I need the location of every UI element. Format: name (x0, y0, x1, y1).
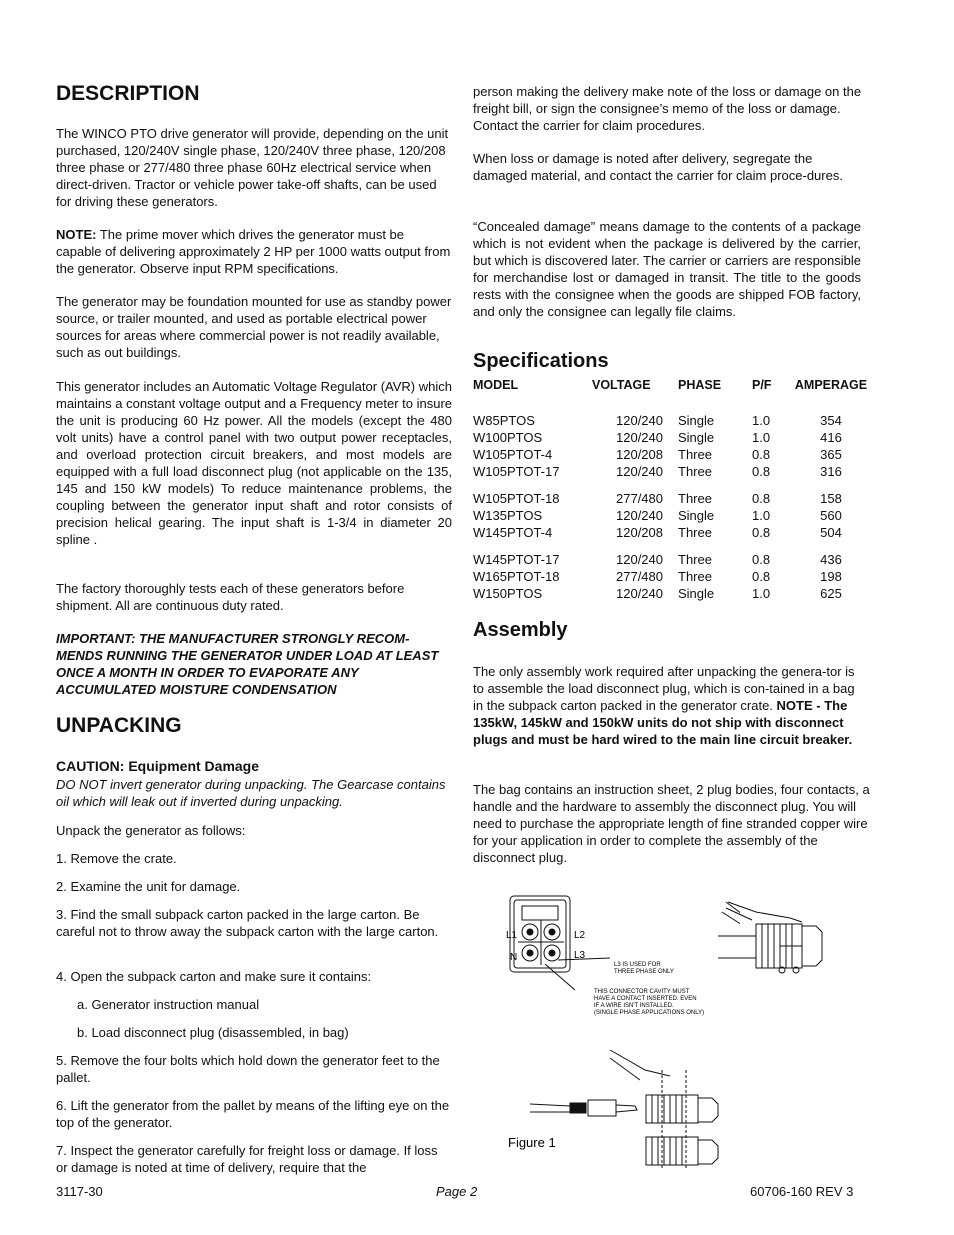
table-cell: Three (678, 552, 712, 567)
table-cell: 120/208 (616, 525, 663, 540)
note-paragraph (56, 226, 452, 277)
table-cell: Three (678, 491, 712, 506)
table-cell: W150PTOS (473, 586, 543, 601)
table-cell: 316 (820, 464, 842, 479)
figure-note-l3-line-1: L3 IS USED FOR (614, 962, 661, 968)
footer-page-number: Page 2 (436, 1184, 478, 1199)
assembly-paragraph-1 (473, 663, 865, 748)
plug-face-diagram (510, 896, 610, 990)
description-heading: DESCRIPTION (56, 82, 200, 105)
table-cell: 277/480 (616, 569, 663, 584)
step-6: 6. Lift the generator from the pallet by means of the lifting eye on the top of the generator. (56, 1098, 450, 1130)
caution-text: DO NOT invert generator during unpacking. The Gearcase contains oil which will leak out if inverted during unpacking. (56, 777, 446, 809)
table-cell: Single (678, 413, 715, 428)
figure-note-l3-line-2: THREE PHASE ONLY (614, 969, 674, 975)
table-cell: W105PTOT-4 (473, 447, 553, 462)
figure-note-cavity-line-4: (SINGLE PHASE APPLICATIONS ONLY) (594, 1010, 705, 1016)
table-cell: 1.0 (752, 508, 771, 523)
description-paragraph-1: The WINCO PTO drive generator will provide, depending on the unit purchased, 120/240V single phase, 120/240V three phase, 120/208 three phase or 277/480 three phase 60Hz electrical service when direct-driven. Tractor or vehicle power take-off shafts, can be used for driving these generators. (56, 126, 449, 209)
table-cell: Single (678, 508, 715, 523)
table-cell: 365 (820, 447, 842, 462)
assembly-paragraph-2: The bag contains an instruction sheet, 2 plug bodies, four contacts, a handle and the hardware to assembly the disconnect plug. You will need to purchase the appropriate length of fine stranded copper wire for your application in order to complete the assembly of the disconnect plug. (473, 782, 870, 865)
table-cell: 120/240 (616, 508, 663, 523)
label-n: N (510, 952, 518, 963)
table-cell: W145PTOT-17 (473, 552, 560, 567)
table-cell: 436 (820, 552, 842, 567)
table-cell: 120/240 (616, 586, 663, 601)
table-cell: 120/240 (616, 413, 663, 428)
step-4a: a. Generator instruction manual (77, 997, 260, 1012)
table-cell: Single (678, 586, 715, 601)
assembly-heading: Assembly (473, 619, 568, 641)
table-cell: 560 (820, 508, 842, 523)
figure-note-cavity-line-3: IF A WIRE ISN'T INSTALLED. (594, 1003, 674, 1009)
unpacking-heading: UNPACKING (56, 714, 182, 737)
table-cell: 416 (820, 430, 842, 445)
note-label: NOTE: (56, 227, 97, 242)
step-1: 1. Remove the crate. (56, 851, 177, 866)
step-2: 2. Examine the unit for damage. (56, 879, 241, 894)
spec-header-pf: P/F (752, 378, 772, 392)
spec-header-amperage: AMPERAGE (794, 378, 868, 392)
plug-side-view-figure (716, 896, 840, 976)
table-row (473, 429, 870, 446)
concealed-damage-paragraph: “Concealed damage” means damage to the contents of a package which is not evident when the package is delivered by the carrier, but which is discovered later. The carrier or carriers are responsible for merchandise lost or damaged in transit. The title to the goods rests with the consignee when the goods are shipped FOB factory, and only the consignee can legally file claims. (473, 219, 861, 319)
unpack-intro: Unpack the generator as follows: (56, 823, 246, 838)
description-paragraph-5: The factory thoroughly tests each of these generators before shipment. All are continuous duty rated. (56, 581, 405, 613)
table-cell: Three (678, 569, 712, 584)
footer-doc-number: 3117-30 (56, 1184, 103, 1199)
table-cell: Three (678, 464, 712, 479)
label-l2: L2 (574, 930, 586, 941)
disconnect-plug-figure (500, 890, 740, 1170)
table-cell: 120/240 (616, 464, 663, 479)
label-l3: L3 (574, 950, 586, 961)
table-cell: 0.8 (752, 552, 771, 567)
table-cell: 120/240 (616, 430, 663, 445)
table-cell: 198 (820, 569, 842, 584)
table-row (473, 490, 870, 507)
table-row (473, 585, 870, 602)
table-cell: W105PTOT-18 (473, 491, 560, 506)
table-cell: 1.0 (752, 586, 771, 601)
table-cell: W105PTOT-17 (473, 464, 560, 479)
continued-paragraph-1: person making the delivery make note of the loss or damage on the freight bill, or sign the consignee’s memo of the loss or damage. Contact the carrier for claim procedures. (473, 84, 862, 133)
label-l1: L1 (506, 930, 518, 941)
description-paragraph-3: The generator may be foundation mounted for use as standby power source, or trailer mounted, and used as portable electrical power sources for areas where commercial power is not readily available, such as out buildings. (56, 294, 452, 360)
table-row (473, 412, 870, 429)
table-cell: 158 (820, 491, 842, 506)
figure-note-cavity-line-2: HAVE A CONTACT INSERTED. EVEN (594, 996, 697, 1002)
table-cell: 625 (820, 586, 842, 601)
table-cell: Single (678, 430, 715, 445)
step-7: 7. Inspect the generator carefully for freight loss or damage. If loss or damage is noted at time of delivery, require that the (56, 1143, 438, 1175)
table-cell: W85PTOS (473, 413, 535, 428)
table-cell: W100PTOS (473, 430, 543, 445)
step-4b: b. Load disconnect plug (disassembled, in bag) (77, 1025, 349, 1040)
table-row (473, 568, 870, 585)
table-row (473, 524, 870, 541)
table-row (473, 551, 870, 568)
table-row (473, 463, 870, 480)
plug-assembly-diagram (530, 1050, 718, 1168)
spec-header-model: MODEL (473, 378, 519, 392)
table-cell: 120/240 (616, 552, 663, 567)
table-row (473, 446, 870, 463)
table-cell: 0.8 (752, 525, 771, 540)
step-5: 5. Remove the four bolts which hold down the generator feet to the pallet. (56, 1053, 440, 1085)
assembly-text: The only assembly work required after unpacking the genera-tor is to assemble the load disconnect plug, which is con-tained in a bag in the subpack carton packed in the generator crate. (473, 664, 855, 713)
table-cell: 277/480 (616, 491, 663, 506)
spec-header-phase: PHASE (678, 378, 722, 392)
table-cell: 120/208 (616, 447, 663, 462)
description-paragraph-4: This generator includes an Automatic Voltage Regulator (AVR) which maintains a constant voltage output and a Frequency meter to insure the unit is producing 60 Hz power. All the models (except the 480 volt units) have a control panel with two output power receptacles, and overload protection circuit breakers, and most models are equipped with a full load disconnect plug (not applicable on the 135, 145 and 150 kW models) To reduce maintenance problems, the coupling between the generator input shaft and rotor consists of precision helical gearing. The input shaft is 1-3/4 in diameter 20 spline . (56, 379, 453, 547)
table-cell: W135PTOS (473, 508, 543, 523)
table-cell: Three (678, 447, 712, 462)
specifications-table (473, 377, 870, 602)
table-cell: 1.0 (752, 430, 771, 445)
table-cell: Three (678, 525, 712, 540)
step-4: 4. Open the subpack carton and make sure it contains: (56, 969, 372, 984)
figure-caption: Figure 1 (508, 1135, 556, 1150)
figure-note-cavity-line-1: THIS CONNECTOR CAVITY MUST (594, 989, 690, 995)
table-cell: W165PTOT-18 (473, 569, 560, 584)
table-cell: 0.8 (752, 447, 771, 462)
table-cell: 504 (820, 525, 842, 540)
footer-revision: 60706-160 REV 3 (750, 1184, 854, 1199)
specifications-heading: Specifications (473, 350, 609, 372)
spec-header-row (473, 377, 870, 394)
table-cell: 354 (820, 413, 842, 428)
table-cell: 0.8 (752, 491, 771, 506)
table-row (473, 507, 870, 524)
important-notice: IMPORTANT: THE MANUFACTURER STRONGLY RECOM-MENDS RUNNING THE GENERATOR UNDER LOAD AT LEAST ONCE A MONTH IN ORDER TO EVAPORATE ANY ACCUMULATED MOISTURE CONDENSATION (56, 631, 439, 697)
step-3: 3. Find the small subpack carton packed in the large carton. Be careful not to throw away the subpack carton with the large carton. (56, 907, 439, 939)
spec-header-voltage: VOLTAGE (592, 378, 651, 392)
assembly-note: NOTE - The 135kW, 145kW and 150kW units do not ship with disconnect plugs and must be hard wired to the main line circuit breaker. (473, 698, 853, 747)
table-cell: 0.8 (752, 569, 771, 584)
note-text: The prime mover which drives the generator must be capable of delivering approximately 2 HP per 1000 watts output from the generator. Observe input RPM specifications. (56, 227, 451, 276)
caution-heading: CAUTION: Equipment Damage (56, 758, 260, 774)
continued-paragraph-2: When loss or damage is noted after delivery, segregate the damaged material, and contact the carrier for claim proce-dures. (473, 151, 843, 183)
table-cell: 1.0 (752, 413, 771, 428)
table-cell: W145PTOT-4 (473, 525, 553, 540)
table-cell: 0.8 (752, 464, 771, 479)
